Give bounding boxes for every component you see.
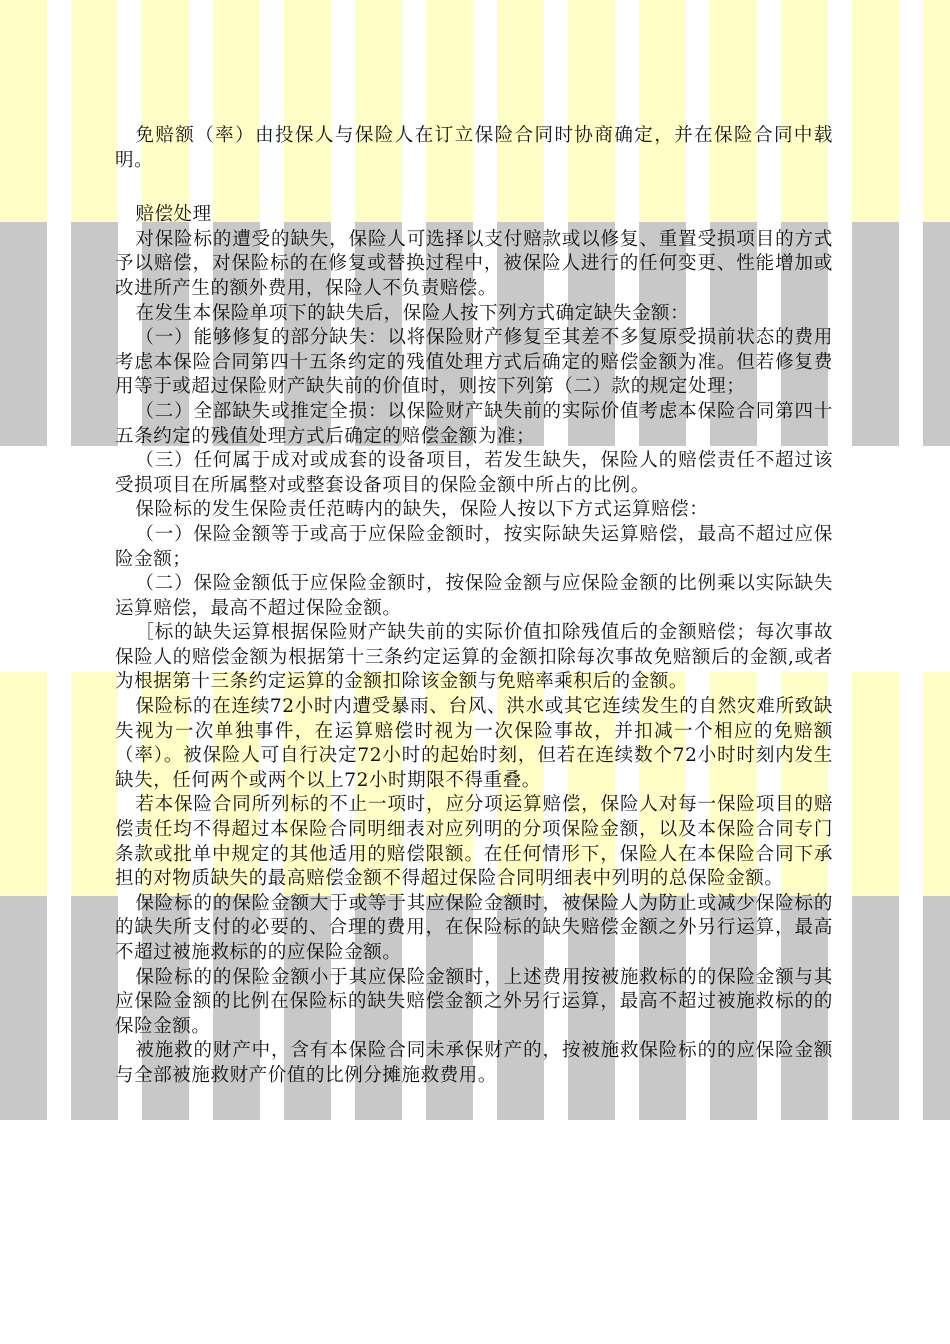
section-heading: 赔偿处理 [135, 204, 212, 226]
paragraph-item-2: （二）全部缺失或推定全损：以保险财产缺失前的实际价值考虑本保险合同第四十五条约定的残值处理方式后确定的赔偿金额为准； [115, 400, 833, 447]
paragraph-loss-determination: 在发生本保险单项下的缺失后，保险人按下列方式确定缺失金额： [135, 302, 690, 324]
paragraph-item-3: （三）任何属于成对或成套的设备项目，若发生缺失，保险人的赔偿责任不超过该受损项目在所属整对或整套设备项目的保险金额中所占的比例。 [115, 450, 833, 496]
paragraph-72-hours: 保险标的在连续72小时内遭受暴雨、台风、洪水或其它连续发生的自然灾难所致缺失视为一次单独事件，在运算赔偿时视为一次保险事故，并扣减一个相应的免赔额（率）。被保险人可自行决定72小时的起始时刻，但若在连续数个72小时时刻内发生缺失，任何两个或两个以上72小时期限不得重叠。 [115, 696, 833, 791]
paragraph-item-1: （一）能够修复的部分缺失：以将保险财产修复至其差不多复原受损前状态的费用考虑本保险合同第四十五条约定的残值处理方式后确定的赔偿金额为准。但若修复费用等于或超过保险财产缺失前的价值时，则按下列第（二）款的规定处理； [115, 327, 833, 398]
paragraph-gap [115, 173, 833, 203]
paragraph-compensation-method: 对保险标的遭受的缺失，保险人可选择以支付赔款或以修复、重置受损项目的方式予以赔偿，对保险标的在修复或替换过程中，被保险人进行的任何变更、性能增加或改进所产生的额外费用，保险人不负责赔偿。 [115, 228, 833, 299]
paragraph-deductible: 免赔额（率）由投保人与保险人在订立保险合同时协商确定，并在保险合同中载明。 [115, 125, 833, 171]
paragraph-calc-item-2: （二）保险金额低于应保险金额时，按保险金额与应保险金额的比例乘以实际缺失运算赔偿，最高不超过保险金额。 [115, 573, 833, 619]
paragraph-rescue-cost-partial: 保险标的的保险金额小于其应保险金额时，上述费用按被施救标的的保险金额与其应保险金额的比例在保险标的缺失赔偿金额之外另行运算，最高不超过被施救标的的保险金额。 [115, 966, 833, 1037]
paragraph-rescue-cost-share: 被施救的财产中，含有本保险合同未承保财产的，按被施救保险标的的应保险金额与全部被施救财产价值的比例分摊施救费用。 [115, 1040, 833, 1086]
paragraph-deduction: ［标的缺失运算根据保险财产缺失前的实际价值扣除残值后的金额赔偿；每次事故保险人的赔偿金额为根据第十三条约定运算的金额扣除每次事故免赔额后的金额,或者为根据第十三条约定运算的金额扣除该金额与免赔率乘积后的金额。 [115, 622, 833, 693]
document-body [115, 124, 833, 1089]
paragraph-calculation: 保险标的发生保险责任范畴内的缺失，保险人按以下方式运算赔偿： [135, 499, 709, 521]
paragraph-calc-item-1: （一）保险金额等于或高于应保险金额时，按实际缺失运算赔偿，最高不超过应保险金额； [115, 523, 833, 570]
paragraph-rescue-cost-full: 保险标的的保险金额大于或等于其应保险金额时，被保险人为防止或减少保险标的的缺失所支付的必要的、合理的费用，在保险标的缺失赔偿金额之外另行运算，最高不超过被施救标的的应保险金额。 [115, 892, 833, 963]
paragraph-itemized: 若本保险合同所列标的不止一项时，应分项运算赔偿，保险人对每一保险项目的赔偿责任均不得超过本保险合同明细表对应列明的分项保险金额，以及本保险合同专门条款或批单中规定的其他适用的赔偿限额。在任何情形下，保险人在本保险合同下承担的对物质缺失的最高赔偿金额不得超过保险合同明细表中列明的总保险金额。 [115, 794, 833, 890]
